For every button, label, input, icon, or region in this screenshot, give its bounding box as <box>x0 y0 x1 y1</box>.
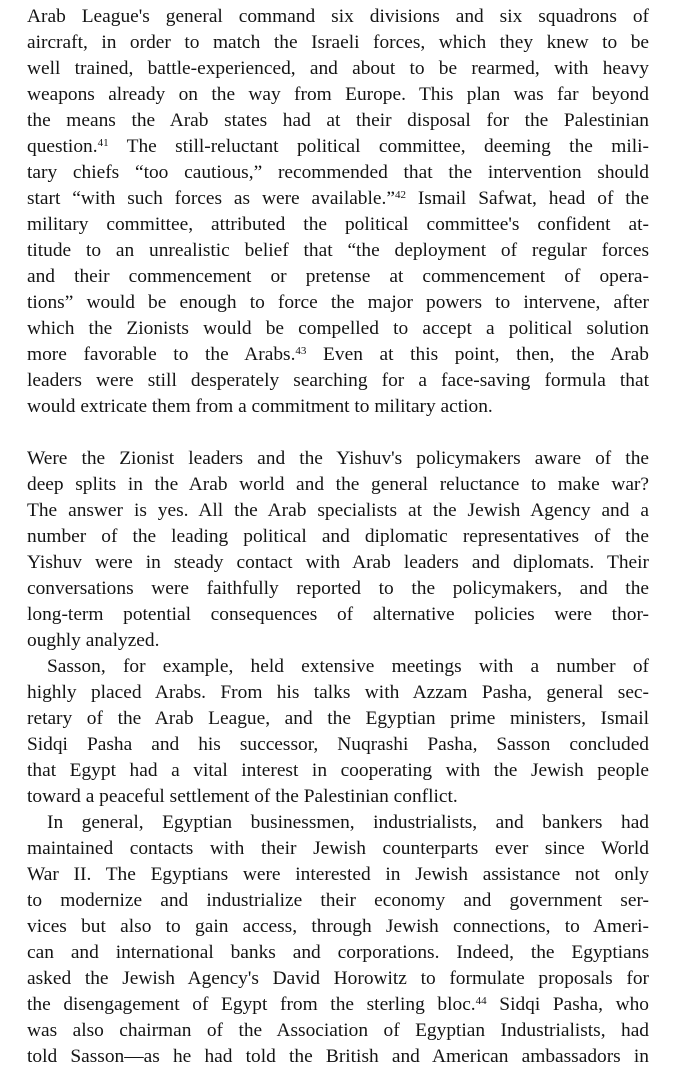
text-fragment: question. <box>27 136 98 157</box>
text-line: which the Zionists would be compelled to accept a political solution <box>27 318 649 339</box>
text-line: conversations were faithfully reported to the policymakers, and the <box>27 578 649 599</box>
text-line: retary of the Arab League, and the Egyptian prime ministers, Ismail <box>27 708 649 729</box>
text-line: War II. The Egyptians were interested in Jewish assistance not only <box>27 864 649 885</box>
text-line: well trained, battle-experienced, and about to be rearmed, with heavy <box>27 58 649 79</box>
paragraph-gap <box>27 420 649 446</box>
text-line: weapons already on the way from Europe. This plan was far beyond <box>27 84 649 105</box>
text-line: maintained contacts with their Jewish counterparts ever since World <box>27 838 649 859</box>
footnote-ref: 42 <box>394 188 406 201</box>
text-line: and their commencement or pretense at commencement of opera- <box>27 266 649 287</box>
text-line <box>27 342 649 368</box>
text-line: vices but also to gain access, through Jewish connections, to Ameri- <box>27 916 649 937</box>
text-line: military committee, attributed the political committee's confident at- <box>27 214 649 235</box>
text-line: number of the leading political and diplomatic representatives of the <box>27 526 649 547</box>
text-line: the means the Arab states had at their disposal for the Palestinian <box>27 110 649 131</box>
text-line: can and international banks and corporations. Indeed, the Egyptians <box>27 942 649 963</box>
text-fragment: Ismail Safwat, head of the <box>405 188 649 209</box>
footnote-ref: 44 <box>475 994 487 1007</box>
text-fragment: more favorable to the Arabs. <box>27 344 296 365</box>
paragraph <box>27 654 649 810</box>
text-line: Were the Zionist leaders and the Yishuv's policymakers aware of the <box>27 448 649 469</box>
footnote-ref: 41 <box>97 136 109 149</box>
text-line: was also chairman of the Association of Egyptian Industrialists, had <box>27 1020 649 1041</box>
paragraph <box>27 446 649 654</box>
text-fragment: start “with such forces as were available.” <box>27 188 395 209</box>
footnote-ref: 43 <box>295 344 307 357</box>
text-line: leaders were still desperately searching for a face-saving formula that <box>27 370 649 391</box>
text-line: In general, Egyptian businessmen, industrialists, and bankers had <box>47 812 649 833</box>
text-line: tions” would be enough to force the major powers to intervene, after <box>27 292 649 313</box>
text-line: tary chiefs “too cautious,” recommended that the intervention should <box>27 162 649 183</box>
document-page <box>27 4 649 1070</box>
text-fragment: Even at this point, then, the Arab <box>306 344 649 365</box>
text-line: Yishuv were in steady contact with Arab leaders and diplomats. Their <box>27 552 649 573</box>
text-line: highly placed Arabs. From his talks with Azzam Pasha, general sec- <box>27 682 649 703</box>
text-line <box>27 134 649 160</box>
paragraph <box>27 4 649 420</box>
text-line: titude to an unrealistic belief that “the deployment of regular forces <box>27 240 649 261</box>
text-line: The answer is yes. All the Arab specialists at the Jewish Agency and a <box>27 500 649 521</box>
text-line: would extricate them from a commitment to military action. <box>27 396 493 417</box>
text-line: long-term potential consequences of alternative policies were thor- <box>27 604 649 625</box>
text-line: told Sasson—as he had told the British and American ambassadors in <box>27 1046 649 1067</box>
text-line: aircraft, in order to match the Israeli forces, which they knew to be <box>27 32 649 53</box>
text-fragment: the disengagement of Egypt from the sterling bloc. <box>27 994 476 1015</box>
text-line: oughly analyzed. <box>27 630 160 651</box>
text-line: to modernize and industrialize their economy and government ser- <box>27 890 649 911</box>
text-line: deep splits in the Arab world and the general reluctance to make war? <box>27 474 649 495</box>
text-line: toward a peaceful settlement of the Palestinian conflict. <box>27 786 458 807</box>
text-line <box>27 186 649 212</box>
text-fragment: Sidqi Pasha, who <box>486 994 649 1015</box>
text-fragment: The still-reluctant political committee, deeming the mili- <box>108 136 649 157</box>
text-line: Arab League's general command six divisions and six squadrons of <box>27 6 649 27</box>
text-line: Sasson, for example, held extensive meetings with a number of <box>47 656 649 677</box>
text-line: asked the Jewish Agency's David Horowitz to formulate proposals for <box>27 968 649 989</box>
text-line: that Egypt had a vital interest in cooperating with the Jewish people <box>27 760 649 781</box>
text-line <box>27 992 649 1018</box>
paragraph <box>27 810 649 1070</box>
text-line: Sidqi Pasha and his successor, Nuqrashi Pasha, Sasson concluded <box>27 734 649 755</box>
